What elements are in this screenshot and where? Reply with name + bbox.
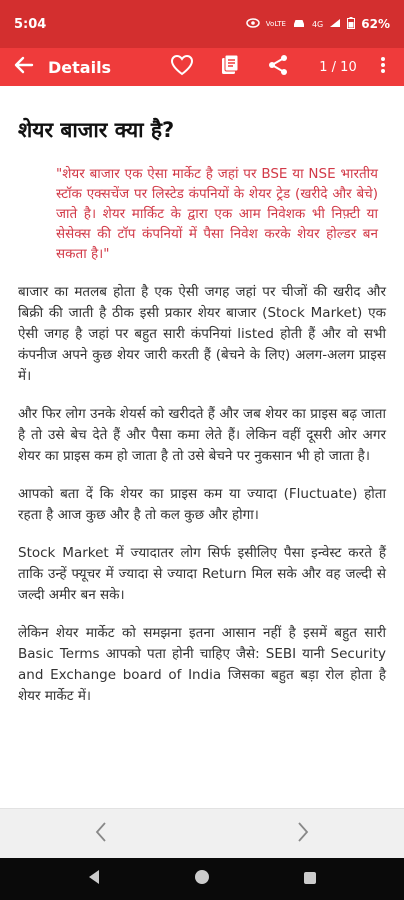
back-arrow-icon: [14, 56, 34, 78]
share-button[interactable]: [254, 48, 302, 86]
eye-icon: [246, 18, 260, 31]
chevron-right-icon: [296, 821, 310, 847]
system-navigation-bar: [0, 858, 404, 900]
battery-icon: [347, 17, 355, 32]
article-paragraph: लेकिन शेयर मार्केट को समझना इतना आसान नहीं है इसमें बहुत सारी Basic Terms आपको पता होनी चाहिए जैसे: SEBI यानी Security and Exchange board of India जिसका बहुत बड़ा रोल होता है शेयर मार्केट में।: [18, 625, 386, 704]
copy-button[interactable]: [206, 48, 254, 86]
next-button[interactable]: [283, 814, 323, 854]
system-home-button[interactable]: [182, 859, 222, 899]
page-title: Details: [48, 57, 112, 77]
favorite-button[interactable]: [158, 48, 206, 86]
chevron-left-icon: [94, 821, 108, 847]
car-icon: [292, 18, 306, 31]
article-paragraph: आपको बता दें कि शेयर का प्राइस कम या ज्यादा (Fluctuate) होता रहता है आज कुछ और है तो कल कुछ और होगा।: [18, 486, 386, 523]
back-button[interactable]: [0, 48, 48, 86]
article-heading: शेयर बाजार क्या है?: [18, 118, 175, 142]
more-options-button[interactable]: [368, 48, 398, 86]
volte-icon: VoLTE: [265, 19, 286, 28]
home-circle-icon: [194, 869, 210, 889]
network-label: 4G: [311, 19, 324, 29]
status-time: 5:04: [14, 16, 47, 32]
heart-icon: [170, 54, 194, 80]
article-paragraph: बाजार का मतलब होता है एक ऐसी जगह जहां पर चीजों की खरीद और बिक्री की जाती है ठीक इसी प्रकार शेयर बाजार (Stock Market) एक ऐसी जगह है जहां पर बहुत सारी कंपनियां listed होती हैं और वो सभी कंपनीज अपने कुछ शेयर जारी करती हैं (बेचने के लिए) अलग-अलग प्राइस में।: [18, 284, 386, 384]
recents-square-icon: [303, 870, 317, 889]
article-content[interactable]: [0, 86, 404, 808]
signal-icon: [329, 18, 341, 31]
status-bar: [0, 0, 404, 48]
previous-button[interactable]: [81, 814, 121, 854]
copy-icon: [220, 54, 240, 80]
article-quote: "शेयर बाजार एक ऐसा मार्केट है जहां पर BSE या NSE भारतीय स्टॉक एक्सचेंज पर लिस्टेड कंपनियों के शेयर ट्रेड (खरीदे और बेचे) जाते है। शेयर मार्किट के द्वारा एक आम निवेशक भी निफ़्टी या सेसेक्स की टॉप कंपनियों में पैसा निवेश करके शेयर होल्डर बन सकता है।": [56, 166, 378, 262]
system-back-button[interactable]: [74, 859, 114, 899]
status-icons: [246, 17, 390, 32]
share-icon: [267, 54, 289, 80]
page-indicator: 1 / 10: [319, 59, 357, 75]
article-pager: [0, 808, 404, 859]
article-paragraph: Stock Market में ज्यादातर लोग सिर्फ इसीलिए पैसा इन्वेस्ट करते हैं ताकि उन्हें फ्यूचर में ज्यादा से ज्यादा Return मिल सके और वह जल्दी से जल्दी अमीर बन सके।: [18, 545, 386, 603]
battery-percent: 62%: [361, 17, 390, 31]
more-vert-icon: [380, 56, 386, 78]
article-paragraph: और फिर लोग उनके शेयर्स को खरीदते हैं और जब शेयर का प्राइस बढ़ जाता है तो उसे बेच देते हैं और पैसा कमा लेते हैं। लेकिन वहीं दूसरी ओर अगर शेयर का प्राइस कम हो जाता है तो उसे बेचने पर नुकसान भी हो जाता है।: [18, 406, 386, 464]
triangle-back-icon: [87, 869, 101, 889]
app-toolbar: [0, 48, 404, 86]
system-recents-button[interactable]: [290, 859, 330, 899]
